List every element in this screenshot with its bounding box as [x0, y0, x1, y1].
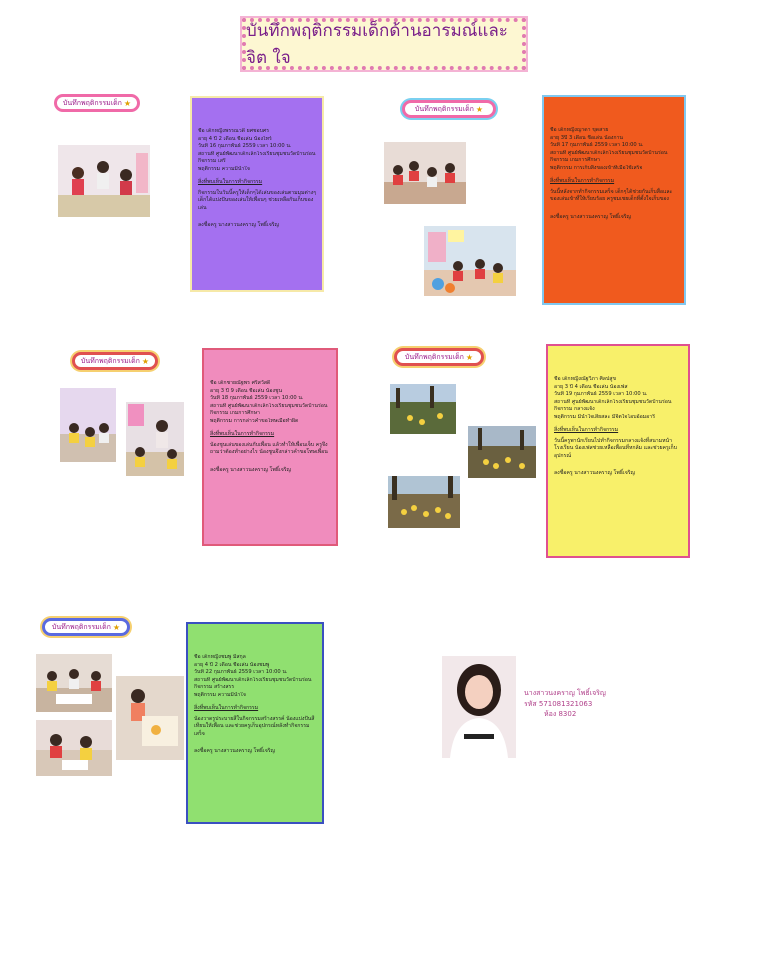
teacher-name: นางสาวนงคราญ โพธิ์เจริญ	[524, 689, 606, 697]
card-line: กิจกรรม เกมการศึกษา	[550, 157, 600, 164]
activity-photo	[36, 720, 112, 776]
star-icon: ★	[141, 356, 150, 366]
section-label-5	[42, 618, 130, 636]
star-icon: ★	[112, 622, 121, 632]
outdoor-group-image	[468, 426, 536, 478]
activity-photo	[388, 476, 460, 528]
behavior-card-3	[202, 348, 338, 546]
page-title	[242, 18, 526, 70]
card-heading: สิ่งที่พบเห็นในการทำกิจกรรม	[550, 178, 615, 185]
card-line: อายุ 3 ปี 9 เดือน ชื่อเล่น น้องชูน	[210, 387, 283, 394]
children-playing-image	[58, 145, 150, 217]
behavior-card-1	[190, 96, 324, 292]
star-icon: ★	[465, 352, 474, 362]
activity-photo	[126, 402, 184, 476]
card-line: สถานที่ ศูนย์พัฒนาเด็กเล็กโรงเรียนชุมชนวัดบ้านร่อน	[554, 398, 672, 405]
activity-photo	[424, 226, 516, 296]
section-label-text: บันทึกพฤติกรรมเด็ก	[51, 622, 111, 631]
outdoor-circle-image	[388, 476, 460, 528]
card-signature: ลงชื่อครู นางสาวนงคราญ โพธิ์เจริญ	[198, 222, 279, 229]
card-line: สถานที่ ศูนย์พัฒนาเด็กเล็กโรงเรียนชุมชนวัดบ้านร่อน	[550, 149, 668, 156]
card-line: วันที่ 16 กุมภาพันธ์ 2559 เวลา 10:00 น.	[198, 143, 292, 150]
card-line: วันที่ 22 กุมภาพันธ์ 2559 เวลา 10:00 น.	[194, 669, 288, 676]
card-line: วันที่ 18 กุมภาพันธ์ 2559 เวลา 10:00 น.	[210, 395, 304, 402]
page-title-text: บันทึกพฤติกรรมเด็กด้านอารมณ์และจิต ใจ	[246, 21, 508, 68]
card-line: อายุ 3ปี 3 เดือน ชื่อเล่น น้องกาน	[550, 134, 623, 141]
section-label-text: บันทึกพฤติกรรมเด็ก	[62, 98, 122, 107]
card-line: กิจกรรม เสรี	[198, 158, 226, 165]
section-label-text: บันทึกพฤติกรรมเด็ก	[404, 352, 464, 361]
activity-photo	[60, 388, 116, 462]
card-line: อายุ 4 ปี 2 เดือน ชื่อเล่น น้องไทร์	[198, 135, 272, 142]
behavior-card-5	[186, 622, 324, 824]
card-line: กิจกรรม กลางแจ้ง	[554, 406, 595, 413]
children-drawing-image	[36, 654, 112, 712]
card-line: กิจกรรม เกมการศึกษา	[210, 410, 260, 417]
card-line: อายุ 3 ปี 4 เดือน ชื่อเล่น น้องเฟส	[554, 383, 628, 390]
card-heading: สิ่งที่พบเห็นในการทำกิจกรรม	[554, 427, 619, 434]
child-painting-image	[116, 676, 184, 760]
activity-photo	[384, 142, 466, 204]
behavior-card-2	[542, 95, 686, 305]
children-art-image	[36, 720, 112, 776]
card-line: สถานที่ ศูนย์พัฒนาเด็กเล็กโรงเรียนชุมชนวัดบ้านร่อน	[210, 402, 328, 409]
children-teacher-image	[126, 402, 184, 476]
section-label-4	[394, 348, 484, 366]
children-sitting-image	[60, 388, 116, 462]
card-line: กิจกรรม สร้างสรร	[194, 684, 235, 691]
card-line: ชื่อ เด็กหญิงญาดา ขุดสาย	[550, 127, 609, 133]
teacher-photo	[442, 656, 516, 758]
card-signature: ลงชื่อครู นางสาวนงคราญ โพธิ์เจริญ	[194, 748, 275, 755]
activity-photo	[116, 676, 184, 760]
teacher-id: รหัส 571081321063	[524, 699, 593, 708]
card-line: พฤติกรรม การเก็บสิ่งของเข้าที่เมื่อใช้เสร็จ	[550, 164, 643, 171]
card-line: สถานที่ ศูนย์พัฒนาเด็กเล็กโรงเรียนชุมชนวัดบ้านร่อน	[194, 676, 312, 683]
card-line: วันที่ 17 กุมภาพันธ์ 2559 เวลา 10:00 น.	[550, 142, 644, 149]
classroom-image	[424, 226, 516, 296]
section-label-2	[402, 100, 496, 118]
card-line: สถานที่ ศูนย์พัฒนาเด็กเล็กโรงเรียนชุมชนวัดบ้านร่อน	[198, 150, 316, 157]
card-paragraph: กิจกรรมในวันนี้ครูให้เด็กๆได้เล่นของเล่นตามมุมต่างๆ เด็กได้แบ่งปันของเล่นให้เพื่อนๆ ช่วยเหลือกันเก็บของเล่น	[198, 189, 316, 211]
star-icon: ★	[123, 98, 132, 108]
section-label-1	[54, 94, 140, 112]
section-label-3	[72, 352, 158, 370]
activity-photo	[36, 654, 112, 712]
card-line: พฤติกรรม มีน้ำใจเสียสละ มีจิตใจโอบอ้อมอารี	[554, 413, 655, 420]
section-label-text: บันทึกพฤติกรรมเด็ก	[80, 356, 140, 365]
teacher-info	[524, 688, 654, 720]
card-signature: ลงชื่อครู นางสาวนงคราญ โพธิ์เจริญ	[554, 470, 635, 477]
card-heading: สิ่งที่พบเห็นในการทำกิจกรรม	[198, 179, 263, 186]
card-line: วันที่ 19 กุมภาพันธ์ 2559 เวลา 10:00 น.	[554, 391, 648, 398]
children-group-image	[384, 142, 466, 204]
section-label-text: บันทึกพฤติกรรมเด็ก	[414, 104, 474, 113]
activity-photo	[58, 145, 150, 217]
card-line: ชื่อ เด็กหญิงชมพู มีสกุล	[194, 654, 246, 660]
card-signature: ลงชื่อครู นางสาวนงคราญ โพธิ์เจริญ	[210, 466, 291, 473]
card-paragraph: น้องวาดรูประบายสีในกิจกรรมสร้างสรรค์ น้องแบ่งปันสีเทียนให้เพื่อน และช่วยครูเก็บอุปกรณ์หลังทำกิจกรรมเสร็จ	[194, 715, 315, 737]
card-line: ชื่อ เด็กหญิงณัฐวิภา ศิลปสูข	[554, 376, 616, 382]
activity-photo	[390, 384, 456, 434]
teacher-portrait-image	[442, 656, 516, 758]
card-line: ชื่อ เด็กหญิงพรรณวดี ยศชอบศร	[198, 128, 270, 134]
outdoor-play-image	[390, 384, 456, 434]
card-heading: สิ่งที่พบเห็นในการทำกิจกรรม	[210, 431, 275, 438]
card-line: พฤติกรรม ความมีน้ำใจ	[194, 691, 246, 698]
card-signature: ลงชื่อครู นางสาวนงคราญ โพธิ์เจริญ	[550, 213, 631, 220]
card-line: อายุ 4 ปี 2 เดือน ชื่อเล่น น้องชมพู	[194, 661, 270, 668]
star-icon: ★	[475, 104, 484, 114]
card-line: ชื่อ เด็กชายณัฐพร ศรีสวัสดิ์	[210, 380, 271, 386]
behavior-card-4	[546, 344, 690, 558]
card-paragraph: วันนี้หลังจากทำกิจกรรมเสร็จ เด็กๆได้ช่วยกันเก็บสื่อและของเล่นเข้าที่ให้เรียบร้อย ครูชมเชยเด็กที่ตั้งใจเก็บของ	[550, 188, 673, 203]
card-paragraph: วันนี้ครูพานักเรียนไปทำกิจกรรมกลางแจ้งที่สนามหน้าโรงเรียน น้องเฟสช่วยเหลือเพื่อนที่หกล้ม และช่วยครูเก็บอุปกรณ์	[554, 437, 677, 459]
card-line: พฤติกรรม การกล่าวคำขอโทษเมื่อทำผิด	[210, 417, 299, 424]
card-heading: สิ่งที่พบเห็นในการทำกิจกรรม	[194, 705, 259, 712]
teacher-room: ห้อง 8302	[544, 710, 577, 718]
activity-photo	[468, 426, 536, 478]
card-paragraph: น้องชูนเล่นของเล่นกับเพื่อน แล้วทำให้เพื่อนเจ็บ ครูจึงถามว่าต้องทำอย่างไร น้องชูนจึงกล่าวคำขอโทษเพื่อน	[210, 441, 328, 456]
card-line: พฤติกรรม ความมีน้ำใจ	[198, 165, 250, 172]
